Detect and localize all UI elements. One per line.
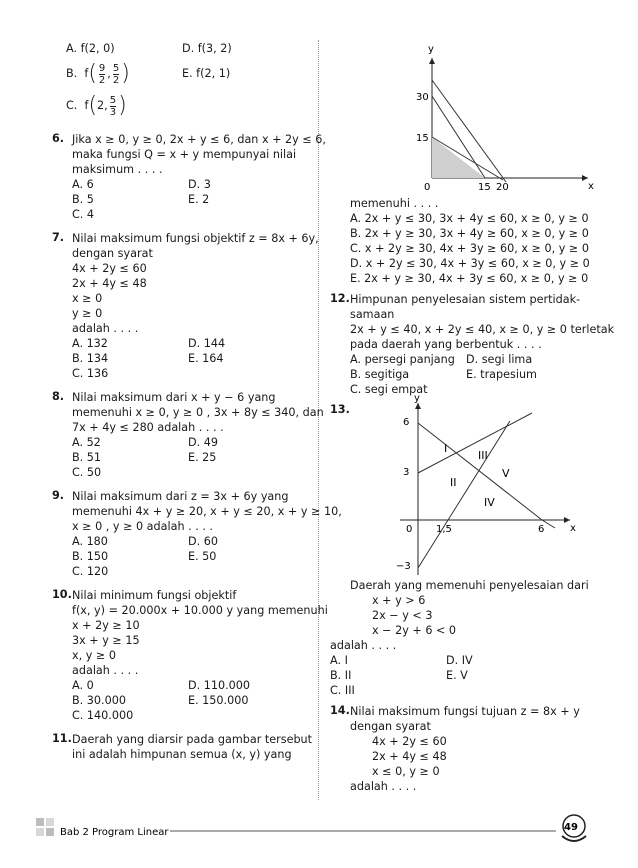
left_questions-5 [52,732,314,762]
question-number: 9. [52,489,65,502]
question-text: f(x, y) = 20.000x + 10.000 y yang memenuhi [72,604,328,617]
graph2-line-1 [418,423,542,520]
question-text: pada daerah yang berbentuk . . . . [350,338,542,351]
option: A. 2x + y ≤ 30, 3x + 4y ≤ 60, x ≥ 0, y ≥ 0 [350,212,589,225]
question-text: maka fungsi Q = x + y mempunyai nilai [72,148,297,161]
option-row [72,678,314,693]
option-row [72,549,314,564]
graph2-xtick: 0 [406,524,413,535]
question-text: 3x + y ≥ 15 [72,634,140,647]
option: D. 60 [188,535,218,548]
question-text: Nilai minimum fungsi objektif [72,589,237,602]
question-text: Daerah yang diarsir pada gambar tersebut [72,733,313,746]
question-text: Nilai maksimum fungsi tujuan z = 8x + y [350,705,580,718]
option: A. 6 [72,178,94,191]
option: E. 2 [188,193,210,206]
option-row [350,382,595,397]
option-c: C. f(2, $\frac{5}{3}$ ) [66,93,127,118]
option-row [72,564,314,579]
question-number: 14. [330,704,350,717]
right-column [330,40,615,794]
option-row [72,708,314,723]
question-text: Daerah yang memenuhi penyelesaian dari [350,579,589,592]
option: B. segitiga [350,368,410,381]
footer-graphics [0,812,638,852]
question-number: 12. [330,292,350,305]
option-row [72,207,314,222]
question-text: Nilai maksimum dari x + y − 6 yang [72,391,276,404]
question-text: dengan syarat [72,247,153,260]
option: B. II [330,669,352,682]
question-text: 4x + 2y ≤ 60 [72,262,147,275]
decor-square [46,818,54,826]
option: B. 2x + y ≥ 30, 3x + 4y ≥ 60, x ≥ 0, y ≥ 0 [350,227,589,240]
option-row [72,177,314,192]
option: A. persegi panjang [350,353,455,366]
page-number: 49 [564,822,578,833]
option: E. 50 [188,550,217,563]
chapter-title: Bab 2 Program Linear [60,827,169,838]
graph2-ytick: −3 [396,561,411,572]
question-text: samaan [350,308,395,321]
option: E. 25 [188,451,217,464]
option-e: E. f(2, 1) [182,67,231,80]
option-d: D. f(3, 2) [182,42,232,55]
question-text: 2x + y ≤ 40, x + 2y ≤ 40, x ≥ 0, y ≥ 0 terletak [350,323,615,336]
constraint: x + y > 6 [372,594,426,607]
option: B. 30.000 [72,694,126,707]
option: C. 136 [72,367,109,380]
constraint: 4x + 2y ≤ 60 [372,735,447,748]
constraint: 2x + 4y ≤ 48 [372,750,447,763]
option: E. 2x + y ≥ 30, 4x + 3y ≤ 60, x ≥ 0, y ≥ 0 [350,272,589,285]
left_questions-1 [52,231,319,381]
question-number: 10. [52,588,72,601]
option-row [72,336,314,351]
shaded-region [432,137,485,178]
option-row [72,693,314,708]
q14 [330,704,595,794]
option: A. 180 [72,535,108,548]
question-text: Nilai maksimum fungsi objektif z = 8x + 6y, [72,232,319,245]
option: B. 150 [72,550,109,563]
option: C. segi empat [350,383,428,396]
decor-square [46,828,54,836]
option-row [330,653,595,668]
option: D. 3 [188,178,211,191]
constraint: 2x − y < 3 [372,609,433,622]
option-row [72,366,314,381]
option-a: A. f(2, 0) [66,42,115,55]
q11-continuation [330,196,595,286]
graph2-ytick: 6 [403,417,410,428]
option-row [72,351,314,366]
option-b: B. f( $\frac{9}{2}$ , $\frac{5}{2}$ ) [66,61,130,86]
option: E. 164 [188,352,224,365]
option-row [72,534,314,549]
question-text: adalah . . . . [72,322,139,335]
option: E. V [446,669,468,682]
question-text: memenuhi x ≥ 0, y ≥ 0 , 3x + 8y ≤ 340, dan [72,406,324,419]
option: C. 120 [72,565,109,578]
option: A. 52 [72,436,101,449]
question-text: y ≥ 0 [72,307,103,320]
graph1-xtick: 20 [496,182,509,193]
option: C. 50 [72,466,102,479]
option: A. 132 [72,337,108,350]
page-footer [0,812,638,852]
option: A. I [330,654,348,667]
question-text: Himpunan penyelesaian sistem pertidak- [350,293,581,306]
graph2-line-3 [418,421,510,568]
q12 [330,292,615,397]
q13 [330,393,595,698]
question-text: memenuhi . . . . [350,197,439,210]
decor-square [36,818,44,826]
option-row [72,435,314,450]
option: D. segi lima [466,353,533,366]
question-text: ini adalah himpunan semua (x, y) yang [72,748,292,761]
graph2-xtick: 1,5 [436,524,452,535]
question-number: 11. [52,732,72,745]
question-text: adalah . . . . [72,664,139,677]
graph2-x-label: x [570,523,576,534]
option-row [350,367,595,382]
decor-square [36,828,44,836]
option: D. 110.000 [188,679,250,692]
graph1-xtick: 15 [478,182,491,193]
option: D. x + 2y ≤ 30, 4x + 3y ≤ 60, x ≥ 0, y ≥ 0 [350,257,590,270]
graph2-ytick: 3 [403,467,410,478]
left_questions-3 [52,489,342,579]
option: A. 0 [72,679,94,692]
question-text: 2x + 4y ≤ 48 [72,277,147,290]
question-number: 6. [52,132,65,145]
question-text: x ≥ 0 , y ≥ 0 adalah . . . . [72,520,213,533]
question-text: 7x + 4y ≤ 280 adalah . . . . [72,421,224,434]
region-label: V [502,467,510,480]
graph2-xtick: 6 [538,524,545,535]
question-text: x ≥ 0 [72,292,103,305]
option: D. 144 [188,337,226,350]
question-text: dengan syarat [350,720,431,733]
option: E. trapesium [466,368,537,381]
question-text: Nilai maksimum dari z = 3x + 6y yang [72,490,289,503]
region-label: I [444,442,448,455]
q14 [330,704,595,794]
question-text: maksimum . . . . [72,163,163,176]
constraint: x − 2y + 6 < 0 [372,624,457,637]
graph1-ytick: 15 [416,133,429,144]
graph2-line-2 [418,413,532,473]
graph-q13 [370,393,590,578]
region-label: IV [484,496,495,509]
option-row [350,352,595,367]
arrow-icon [429,58,435,64]
column-divider [318,40,319,800]
option: C. III [330,684,355,697]
option-row [330,668,595,683]
option: C. 140.000 [72,709,134,722]
question-tail: adalah . . . . [350,780,417,793]
graph1-x-label: x [588,181,594,192]
question-number: 7. [52,231,65,244]
region-label: III [478,449,488,462]
graph-q11 [388,40,608,192]
graph1-xtick: 0 [424,182,431,193]
option: B. 134 [72,352,109,365]
option: D. 49 [188,436,218,449]
option: E. 150.000 [188,694,249,707]
question-tail: adalah . . . . [330,639,397,652]
question-text: memenuhi 4x + y ≥ 20, x + y ≤ 20, x + y ≥ 10, [72,505,342,518]
option-row [72,192,314,207]
graph2-y-label: y [414,393,420,404]
question-text: Jika x ≥ 0, y ≥ 0, 2x + y ≤ 6, dan x + 2y ≤ 6, [72,133,326,146]
question-number: 13. [330,403,350,416]
option: B. 5 [72,193,94,206]
question-text: x + 2y ≥ 10 [72,619,140,632]
q12 [330,292,615,397]
option-row [72,450,314,465]
option: D. IV [446,654,473,667]
constraint: x ≤ 0, y ≥ 0 [372,765,440,778]
option: B. 51 [72,451,102,464]
graph1-ytick: 30 [416,92,429,103]
region-label: II [450,476,457,489]
q13-body [330,578,595,698]
left_questions-2 [52,390,324,480]
question-number: 8. [52,390,65,403]
option-row [72,465,314,480]
left_questions-0 [52,132,326,222]
question-text: x, y ≥ 0 [72,649,116,662]
option: C. x + 2y ≥ 30, 4x + 3y ≥ 60, x ≥ 0, y ≥ 0 [350,242,589,255]
option: C. 4 [72,208,95,221]
q5-options [52,40,314,120]
graph1-y-label: y [428,44,434,55]
option-row [330,683,595,698]
left_questions-4 [52,588,328,723]
